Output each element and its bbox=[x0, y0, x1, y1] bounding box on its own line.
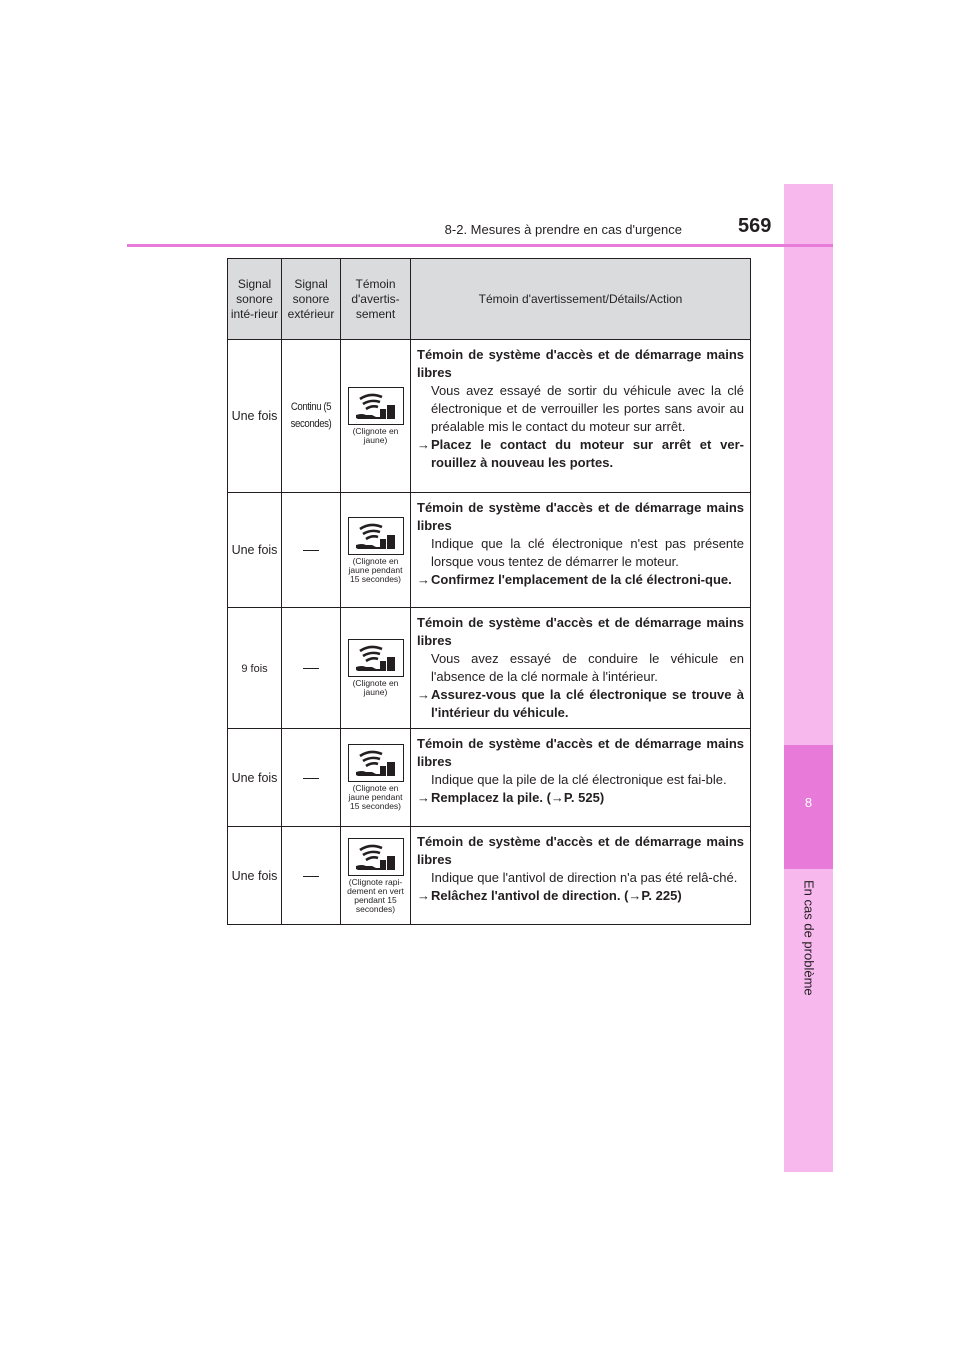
warning-light-caption: (Clignote rapi-dement en vert pendant 15 secondes) bbox=[347, 876, 404, 914]
warning-light-cell bbox=[341, 340, 411, 493]
table-row bbox=[228, 729, 751, 827]
section-title: 8-2. Mesures à prendre en cas d'urgence bbox=[444, 222, 682, 237]
warning-description: Indique que l'antivol de direction n'a pas été relâ-ché. bbox=[431, 870, 738, 885]
warning-action bbox=[417, 887, 744, 905]
chapter-number: 8 bbox=[804, 795, 813, 810]
interior-buzzer-value: Une fois bbox=[231, 770, 278, 785]
warning-light-caption: (Clignote en jaune) bbox=[352, 426, 399, 445]
interior-buzzer-cell bbox=[228, 493, 282, 608]
exterior-buzzer-value bbox=[303, 876, 319, 877]
smart-key-indicator-icon bbox=[348, 517, 404, 555]
interior-buzzer-value: Une fois bbox=[231, 543, 278, 557]
warning-action-text: Placez le contact du moteur sur arrêt et ver-rouillez à nouveau les portes. bbox=[431, 437, 744, 470]
details-cell bbox=[411, 729, 751, 827]
interior-buzzer-cell bbox=[228, 608, 282, 729]
warning-description: Vous avez essayé de sortir du véhicule avec la clé électronique et de verrouiller les portes sans avoir au préalable mis le contact du moteur sur arrêt. bbox=[431, 383, 744, 434]
exterior-buzzer-value: Continu (5 secondes) bbox=[290, 401, 332, 430]
header-interior-buzzer: Signal sonore inté-rieur bbox=[228, 259, 282, 340]
arrow-icon: → bbox=[417, 572, 430, 587]
interior-buzzer-value: 9 fois bbox=[241, 662, 268, 675]
exterior-buzzer-cell bbox=[282, 729, 341, 827]
warning-light-caption: (Clignote en jaune) bbox=[352, 678, 399, 697]
chapter-tab[interactable] bbox=[784, 745, 833, 869]
warning-action bbox=[417, 686, 744, 722]
exterior-buzzer-cell bbox=[282, 827, 341, 925]
warning-description: Vous avez essayé de conduire le véhicule en l'absence de la clé normale à l'intérieur. bbox=[431, 651, 744, 684]
table-row bbox=[228, 608, 751, 729]
details-cell bbox=[411, 493, 751, 608]
warning-action-text: Relâchez l'antivol de direction. (→P. 225) bbox=[431, 888, 682, 903]
interior-buzzer-cell bbox=[228, 340, 282, 493]
warning-action bbox=[417, 436, 744, 472]
warning-description: Indique que la pile de la clé électronique est fai-ble. bbox=[431, 772, 727, 787]
header-rule bbox=[127, 244, 833, 247]
warning-title: Témoin de système d'accès et de démarrage mains libres bbox=[417, 347, 744, 380]
arrow-icon: → bbox=[417, 888, 430, 903]
table-row bbox=[228, 827, 751, 925]
interior-buzzer-cell bbox=[228, 827, 282, 925]
warning-action-text: Confirmez l'emplacement de la clé électroni-que. bbox=[431, 572, 732, 587]
exterior-buzzer-cell bbox=[282, 608, 341, 729]
table-header-row bbox=[228, 259, 751, 340]
warning-action-text: Remplacez la pile. (→P. 525) bbox=[431, 790, 605, 805]
details-cell bbox=[411, 340, 751, 493]
warning-light-caption: (Clignote en jaune pendant 15 secondes) bbox=[348, 555, 403, 584]
warning-title: Témoin de système d'accès et de démarrage mains libres bbox=[417, 834, 744, 867]
warning-light-cell bbox=[341, 493, 411, 608]
page-number: 569 bbox=[738, 215, 772, 237]
exterior-buzzer-cell bbox=[282, 493, 341, 608]
exterior-buzzer-value bbox=[303, 550, 319, 551]
arrow-icon: → bbox=[417, 687, 430, 702]
warning-light-cell bbox=[341, 827, 411, 925]
warning-action-text: Assurez-vous que la clé électronique se trouve à l'intérieur du véhicule. bbox=[431, 687, 744, 720]
warning-light-cell bbox=[341, 729, 411, 827]
warning-title: Témoin de système d'accès et de démarrage mains libres bbox=[417, 736, 744, 769]
header-warning-light: Témoin d'avertis-sement bbox=[341, 259, 411, 340]
smart-key-indicator-icon bbox=[348, 744, 404, 782]
table-row bbox=[228, 493, 751, 608]
table-row bbox=[228, 340, 751, 493]
warning-light-cell bbox=[341, 608, 411, 729]
details-cell bbox=[411, 827, 751, 925]
header-exterior-buzzer: Signal sonore extérieur bbox=[282, 259, 341, 340]
interior-buzzer-value: Une fois bbox=[231, 409, 278, 423]
warning-light-caption: (Clignote en jaune pendant 15 secondes) bbox=[348, 783, 403, 811]
warning-action bbox=[417, 789, 744, 807]
smart-key-indicator-icon bbox=[348, 387, 404, 425]
warning-action bbox=[417, 571, 744, 589]
warning-table bbox=[227, 258, 751, 925]
header-details: Témoin d'avertissement/Détails/Action bbox=[411, 259, 751, 340]
chapter-label: En cas de problème bbox=[801, 880, 817, 996]
interior-buzzer-value: Une fois bbox=[231, 868, 278, 883]
exterior-buzzer-value bbox=[303, 668, 319, 669]
exterior-buzzer-value bbox=[303, 778, 319, 779]
exterior-buzzer-cell bbox=[282, 340, 341, 493]
warning-title: Témoin de système d'accès et de démarrage mains libres bbox=[417, 615, 744, 648]
smart-key-indicator-icon bbox=[348, 838, 404, 876]
arrow-icon: → bbox=[417, 437, 430, 452]
arrow-icon: → bbox=[417, 790, 430, 805]
warning-title: Témoin de système d'accès et de démarrage mains libres bbox=[417, 500, 744, 533]
interior-buzzer-cell bbox=[228, 729, 282, 827]
details-cell bbox=[411, 608, 751, 729]
warning-description: Indique que la clé électronique n'est pas présente lorsque vous tentez de démarrer le moteur. bbox=[431, 536, 744, 569]
smart-key-indicator-icon bbox=[348, 639, 404, 677]
